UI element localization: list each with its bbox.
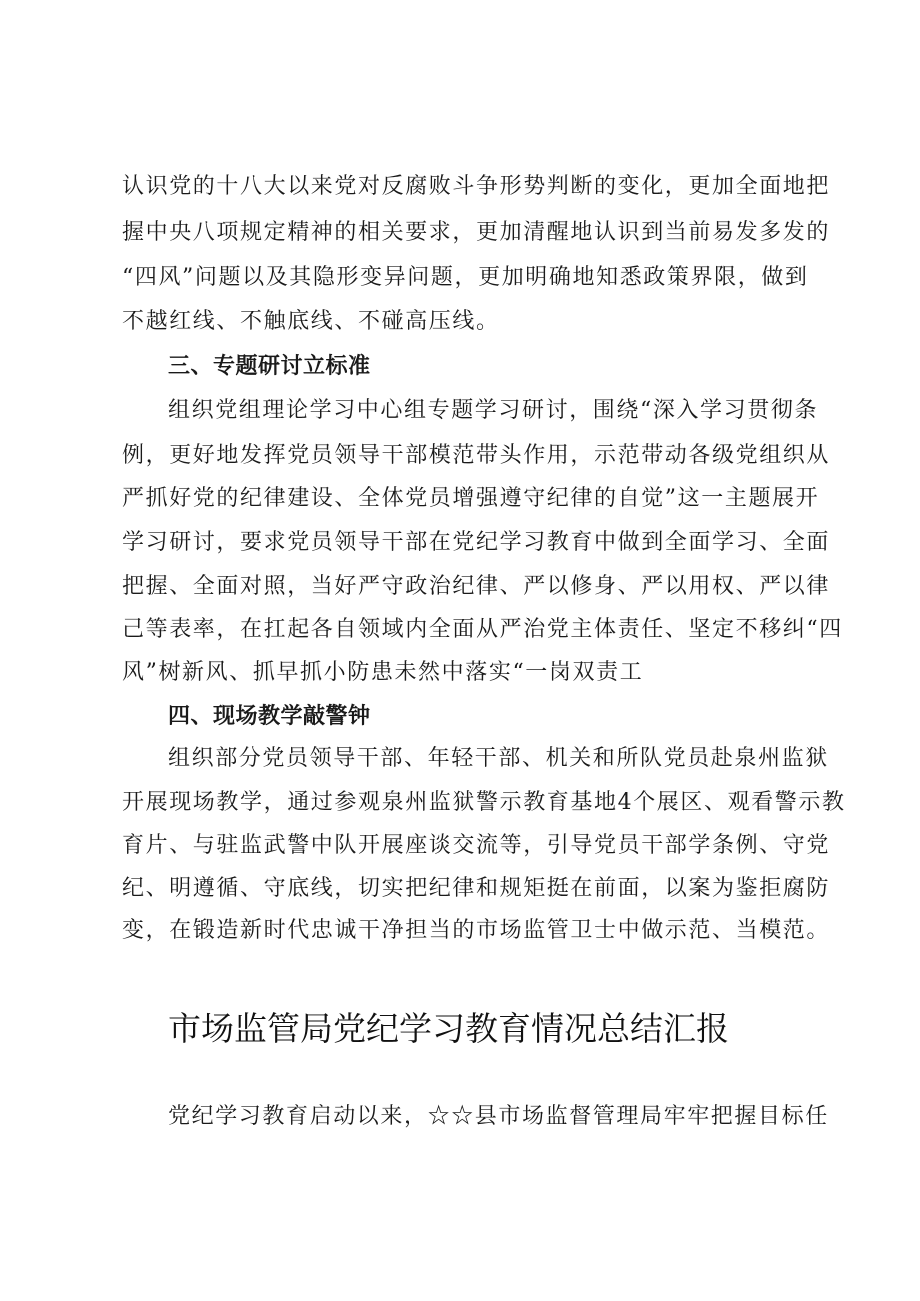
paragraph-line: “四风”问题以及其隐形变异问题，更加明确地知悉政策界限，做到 bbox=[122, 265, 809, 290]
paragraph-line: 党纪学习教育启动以来，☆☆县市场监督管理局牢牢把握目标任 bbox=[168, 1104, 829, 1129]
paragraph-line: 组织党组理论学习中心组专题学习研讨，围绕“深入学习贯彻条 bbox=[168, 398, 819, 423]
paragraph-line: 不越红线、不触底线、不碰高压线。 bbox=[122, 309, 500, 334]
paragraph-line: 学习研讨，要求党员领导干部在党纪学习教育中做到全面学习、全面 bbox=[122, 530, 831, 555]
section-heading: 三、专题研讨立标准 bbox=[168, 354, 371, 379]
paragraph-line: 认识党的十八大以来党对反腐败斗争形势判断的变化，更加全面地把 bbox=[122, 174, 831, 199]
paragraph-line: 例，更好地发挥党员领导干部模范带头作用，示范带动各级党组织从 bbox=[122, 443, 831, 468]
paragraph-line: 变，在锻造新时代忠诚干净担当的市场监管卫士中做示范、当模范。 bbox=[122, 918, 831, 943]
paragraph-line: 严抓好党的纪律建设、全体党员增强遵守纪律的自觉”这一主题展开 bbox=[122, 486, 820, 511]
paragraph-line: 风”树新风、抓早抓小防患未然中落实“一岗双责工 bbox=[122, 660, 644, 685]
paragraph-line: 把握、全面对照，当好严守政治纪律、严以修身、严以用权、严以律 bbox=[122, 574, 831, 599]
section-heading: 四、现场教学敲警钟 bbox=[168, 704, 371, 729]
paragraph-line: 纪、明遵循、守底线，切实把纪律和规矩挺在前面，以案为鉴拒腐防 bbox=[122, 876, 831, 901]
paragraph-line: 育片、与驻监武警中队开展座谈交流等，引导党员干部学条例、守党 bbox=[122, 833, 831, 858]
paragraph-line: 开展现场教学，通过参观泉州监狱警示教育基地4个展区、观看警示教 bbox=[122, 790, 846, 815]
report-title: 市场监管局党纪学习教育情况总结汇报 bbox=[168, 1009, 729, 1048]
paragraph-line: 己等表率，在扛起各自领域内全面从严治党主体责任、坚定不移纠“四 bbox=[122, 617, 843, 642]
paragraph-line: 组织部分党员领导干部、年轻干部、机关和所队党员赴泉州监狱 bbox=[168, 746, 829, 771]
paragraph-line: 握中央八项规定精神的相关要求，更加清醒地认识到当前易发多发的 bbox=[122, 220, 831, 245]
